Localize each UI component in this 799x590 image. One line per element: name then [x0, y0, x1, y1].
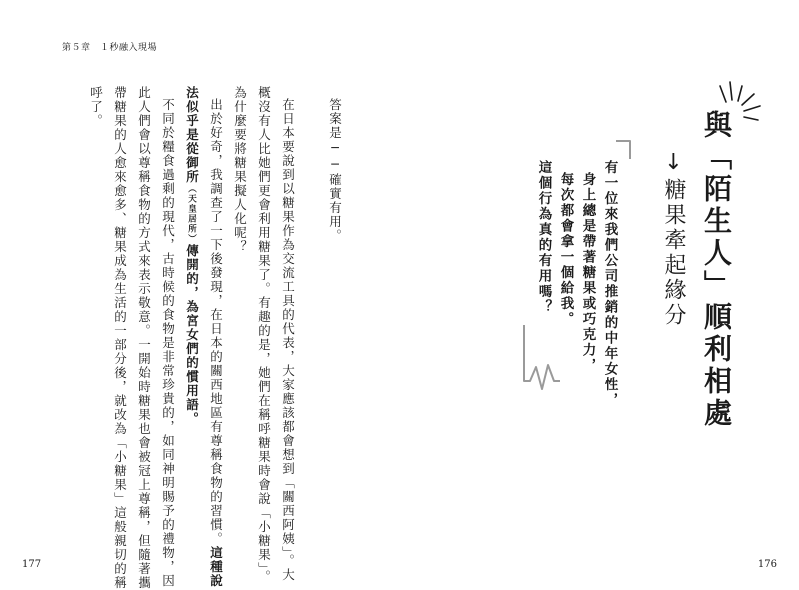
body-line: 呼了。 [88, 86, 104, 128]
quote-line: 身上總是帶著糖果或巧克力， [579, 172, 596, 374]
body-text-note: （天皇居所） [186, 184, 197, 244]
body-line: 帶糖果的人愈來愈多、糖果成為生活的一部分後，就改為「小糖果」這般親切的稱 [112, 86, 128, 590]
quote-line: 每次都會拿一個給我。 [557, 172, 574, 327]
body-line: 此人們會以尊稱食物的方式來表示敬意。一開始時糖果也會被冠上尊稱，但隨著攜 [136, 86, 152, 590]
body-line: 不同於糧食過剩的現代，古時候的食物是非常珍貴的，如同神明賜予的禮物，因 [160, 98, 176, 588]
answer-line: 答案是──確實有用。 [327, 98, 343, 243]
body-line: 為什麼要將糖果擬人化呢？ [232, 86, 248, 254]
right-page [400, 0, 799, 588]
running-header: 第５章 １秒融入現場 [62, 43, 158, 53]
quote-line: 有一位來我們公司推銷的中年女性， [601, 160, 618, 408]
body-text-bold: 法似乎是從御所 [184, 86, 200, 184]
left-page [0, 0, 399, 588]
body-line [209, 98, 222, 588]
quote-line: 這個行為真的有用嗎？ [535, 160, 552, 315]
body-line: 在日本要說到以糖果作為交流工具的代表，大家應該都會想到「關西阿姨」。大 [280, 98, 296, 582]
section-title: 與「陌生人」順利相處 [700, 110, 733, 430]
body-line: 概沒有人比她們更會利用糖果了。有趣的是，她們在稱呼糖果時會說「小糖果」。 [256, 86, 272, 584]
section-subtitle: ↓糖果牽起緣分 [661, 150, 686, 328]
page-number-right: 176 [757, 559, 777, 570]
body-text-plain: 出於好奇，我調查了一下後發現，在日本的關西地區有尊稱食物的習慣。 [208, 98, 224, 546]
body-line [185, 86, 198, 426]
body-text-bold: 這種說 [208, 546, 224, 588]
body-text-bold: 傳開的，為宮女們的慣用語。 [184, 244, 200, 426]
page-number-left: 177 [22, 559, 42, 570]
